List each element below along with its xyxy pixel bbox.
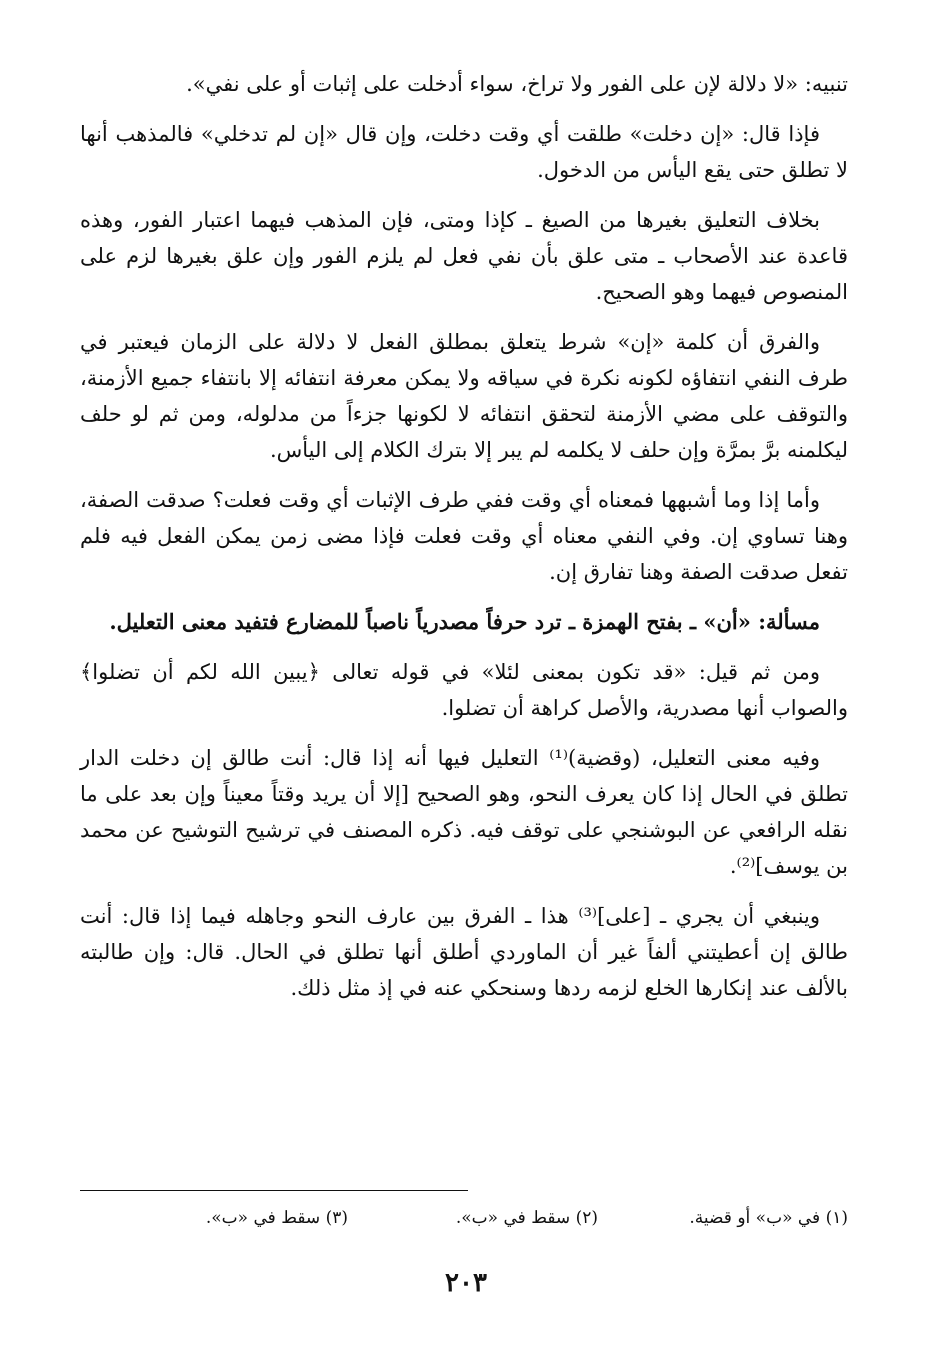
paragraph-7: ومن ثم قيل: «قد تكون بمعنى لئلا» في قوله تعالى ﴿يبين الله لكم أن تضلوا﴾ والصواب أنها مصدرية، والأصل كراهة أن تضلوا. — [80, 660, 848, 720]
paragraph-2: فإذا قال: «إن دخلت» طلقت أي وقت دخلت، وإن قال «إن لم تدخلي» فالمذهب أنها لا تطلق حتى يقع اليأس من الدخول. — [80, 122, 848, 182]
paragraph-6: مسألة: «أن» ـ بفتح الهمزة ـ ترد حرفاً مصدرياً ناصباً للمضارع فتفيد معنى التعليل. — [109, 609, 820, 634]
paragraph-3: بخلاف التعليق بغيرها من الصيغ ـ كإذا ومتى، فإن المذهب فيهما اعتبار الفور، وهذه قاعدة عند الأصحاب ـ متى علق بأن نفي فعل لم يلزم الفور وإن علق بغيرها لزم على المنصوص فيهما وهو الصحيح. — [80, 208, 848, 304]
footnote-1: (١) في «ب» أو قضية. — [689, 1208, 848, 1228]
paragraph-8: وفيه معنى التعليل، (وقضية)⁽¹⁾ التعليل فيها أنه إذا قال: أنت طالق إن دخلت الدار تطلق في الحال إذا كان يعرف النحو، وهو الصحيح [إلا أن يريد وقتاً معيناً وإن بعد على ما نقله الرافعي عن البوشنجي على توقف فيه. ذكره المصنف في ترشيح التوشيح عن محمد بن يوسف]⁽²⁾. — [80, 746, 848, 878]
footnotes — [80, 1206, 848, 1230]
paragraph-1: تنبيه: «لا دلالة لإن على الفور ولا تراخ، سواء أدخلت على إثبات أو على نفي». — [186, 72, 848, 96]
paragraph-9: وينبغي أن يجري ـ [على]⁽³⁾ هذا ـ الفرق بين عارف النحو وجاهله فيما إذا قال: أنت طالق إن أعطيتني ألفاً غير أن الماوردي أطلق أنها تطلق في الحال. قال: وإن طالبته بالألف عند إنكارها الخلع لزمه ردها وسنحكي عنه في إذ مثل ذلك. — [80, 904, 848, 1000]
footnote-3: (٣) سقط في «ب». — [205, 1208, 348, 1228]
footnote-divider — [80, 1190, 468, 1191]
paragraph-4: والفرق أن كلمة «إن» شرط يتعلق بمطلق الفعل لا دلالة على الزمان فيعتبر في طرف النفي انتفاؤه لكونه نكرة في سياقه ولا يمكن معرفة انتفائه إلا بانتفاء جميع الأزمنة، والتوقف على مضي الأزمنة لتحقق انتفائه لا لكونها جزءاً من مدلوله، ومن ثم لو حلف ليكلمنه برَّ بمرَّة وإن حلف لا يكلمه لم يبر إلا بترك الكلام إلى اليأس. — [80, 330, 848, 462]
footnote-2: (٢) سقط في «ب». — [455, 1208, 598, 1228]
paragraph-5: وأما إذا وما أشبهها فمعناه أي وقت ففي طرف الإثبات أي وقت فعلت؟ صدقت الصفة، وهنا تساوي إن. وفي النفي معناه أي وقت فعلت فإذا مضى زمن يمكن الفعل فيه فلم تفعل صدقت الصفة وهنا تفارق إن. — [80, 488, 848, 584]
page-number: ٢٠٣ — [445, 1268, 487, 1298]
page-body — [80, 66, 848, 1020]
